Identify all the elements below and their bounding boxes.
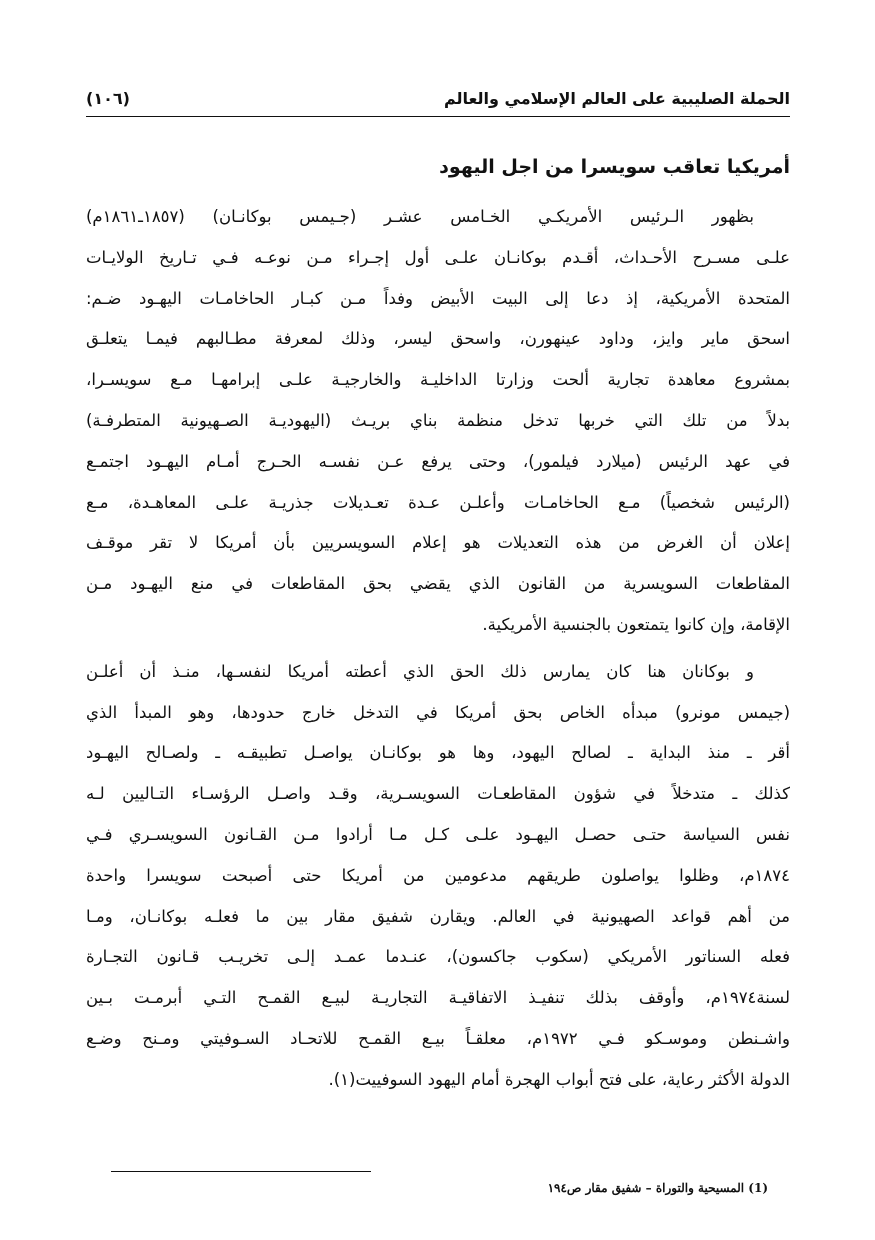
page-number: (١٠٦): [86, 89, 130, 108]
paragraph-1: [86, 197, 790, 646]
text-line: نفس السياسة حتـى حصـل اليهـود علـى كـل مـا أرادوا مـن القـانون السويسـري فـي: [86, 824, 790, 844]
text-line: المتحدة الأمريكية، إذ دعا إلى البيت الأبيض وفداً مـن كبـار الحاخامـات اليهـود ضـم:: [86, 288, 790, 308]
paragraph-2: [86, 652, 790, 1101]
text-line: في عهد الرئيس (ميلارد فيلمور)، وحتى يرفع عـن نفسـه الحـرج أمـام اليهـود اجتمـع: [86, 451, 790, 471]
section-title: أمريكيا تعاقب سويسرا من اجل اليهود: [439, 156, 790, 178]
text-line: كذلك ـ متدخلاً في شؤون المقاطعـات السويسـرية، وقـد واصـل الرؤسـاء التـاليين لـه: [86, 784, 790, 804]
text-line: اسحق ماير وايز، وداود عينهورن، واسحق ليسر، وذلك لمعرفة مطـالبهم فيمـا يتعلـق: [86, 329, 790, 349]
text-line: واشـنطن وموسـكو فـي ١٩٧٢م، معلقـاً بيـع القمـح للاتحـاد السـوفيتي ومـنح وضـع: [86, 1028, 790, 1048]
text-line: (الرئيس شخصياً) مـع الحاخامـات وأعلـن عـدة تعـديلات جذريـة علـى المعاهـدة، مـع: [86, 492, 790, 512]
text-line: أقر ـ منذ البداية ـ لصالح اليهود، وها هو بوكانـان يواصـل تطبيقـه ـ ولصـالح اليهـود: [86, 743, 790, 763]
text-line: علـى مسـرح الأحـداث، أقـدم بوكانـان علـى أول إجـراء مـن نوعـه فـي تـاريخ الولايـات: [86, 247, 790, 267]
text-line: الدولة الأكثر رعاية، على فتح أبواب الهجرة أمام اليهود السوفييت(١).: [328, 1069, 790, 1089]
footnote-divider: [111, 1171, 371, 1172]
text-line: فعله السناتور الأمريكي (سكوب جاكسون)، عنـدما عمـد إلـى تخريـب قـانون التجـارة: [86, 947, 790, 967]
text-line: بدلاً من تلك التي خربها تدخل منظمة بناي بريـث (اليهوديـة الصـهيونية المتطرفـة): [86, 410, 790, 430]
text-line: من أهم قواعد الصهيونية في العالم. ويقارن شفيق مقار بين ما فعلـه بوكانـان، ومـا: [86, 906, 790, 926]
text-line: (جيمس مونرو) مبدأه الخاص بحق أمريكا في التدخل خارج حدودها، وهو المبدأ الذي: [86, 702, 790, 722]
footnote: (1) المسيحية والتوراة – شفيق مقار ص١٩٤: [547, 1180, 768, 1195]
running-header: [86, 86, 790, 117]
text-line: بظهور الـرئيس الأمريكـي الخـامس عشـر (جـيمس بوكانـان) (١٨٥٧ـ١٨٦١م): [86, 207, 754, 226]
text-line: المقاطعات السويسرية من القانون الذي يقضي بحق المقاطعات في منع اليهـود مـن: [86, 574, 790, 594]
text-line: لسنة١٩٧٤م، وأوقف بذلك تنفيـذ الاتفاقيـة التجاريـة لبيـع القمـح التـي أبرمـت بـين: [86, 988, 790, 1008]
book-title: الحملة الصليبية على العالم الإسلامي والعالم: [443, 89, 790, 108]
text-line: الإقامة، وإن كانوا يتمتعون بالجنسية الأمريكية.: [482, 614, 790, 634]
text-line: بمشروع معاهدة تجارية ألحت وزارتا الداخليـة والخارجيـة علـى إبرامهـا مـع سويسـرا،: [86, 370, 790, 390]
footnote-area: [86, 1171, 790, 1198]
text-line: ١٨٧٤م، وظلوا يواصلون طريقهم مدعومين من أمريكا حتى أصبحت سويسرا واحدة: [86, 865, 790, 885]
text-line: إعلان أن الغرض من هذه التعديلات هو إعلام السويسريين بأن أمريكا لا تقر موقـف: [86, 533, 790, 553]
text-line: و بوكانان هنا كان يمارس ذلك الحق الذي أعطته أمريكا لنفسـها، منـذ أن أعلـن: [86, 661, 754, 681]
